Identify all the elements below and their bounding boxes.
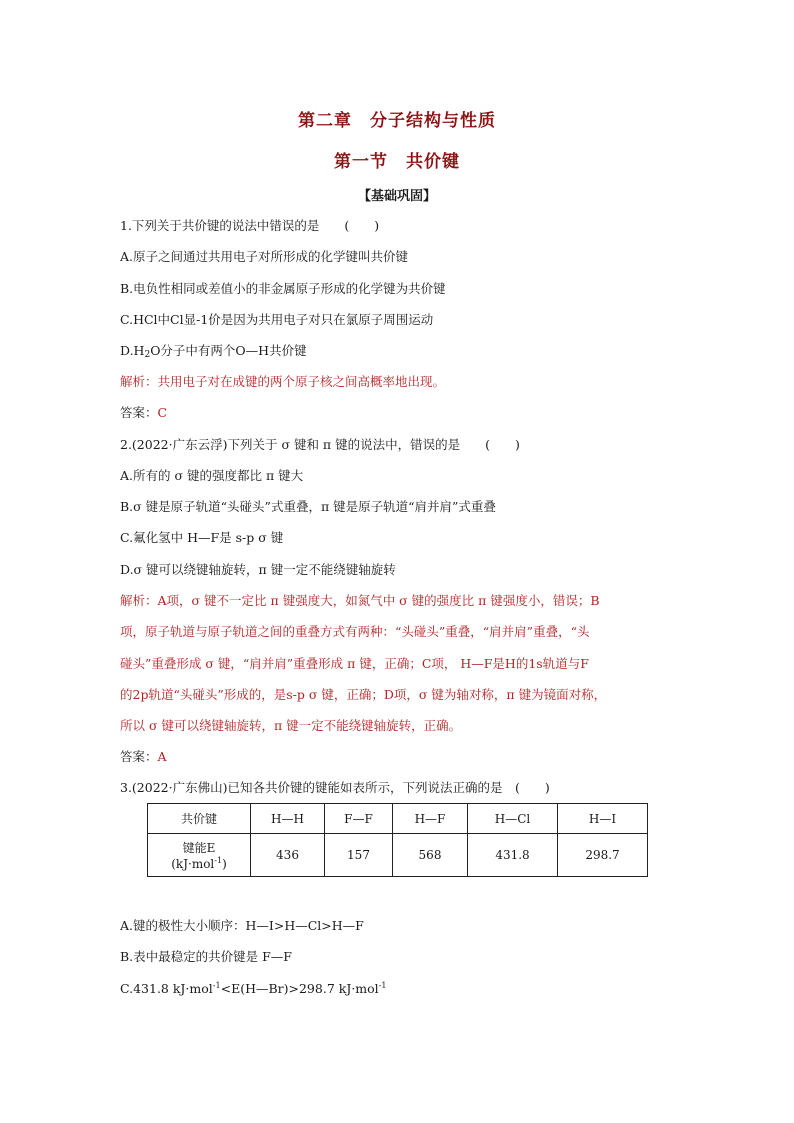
q1-answer-label: 答案： <box>120 405 158 420</box>
q2-answer-label: 答案： <box>120 749 158 764</box>
q2-analysis-line: 所以 σ 键可以绕键轴旋转，π 键一定不能绕键轴旋转，正确。 <box>120 718 462 733</box>
table-cell: 298.7 <box>558 834 648 877</box>
q1-option-b: B.电负性相同或差值小的非金属原子形成的化学键为共价键 <box>120 281 446 296</box>
bond-energy-table <box>147 803 648 877</box>
table-cell: 157 <box>325 834 393 877</box>
q1-option-c: C.HCl中Cl显-1价是因为共用电子对只在氯原子周围运动 <box>120 312 434 327</box>
energy-label-line2 <box>148 856 250 871</box>
table-cell: 436 <box>251 834 325 877</box>
q1-option-a: A.原子之间通过共用电子对所形成的化学键叫共价键 <box>120 249 409 264</box>
table-cell: H—I <box>558 804 648 834</box>
table-cell: H—H <box>251 804 325 834</box>
q3-c-mid: <E(H—Br)>298.7 kJ·mol <box>220 981 379 996</box>
energy-unit: (kJ·mol <box>171 857 215 871</box>
energy-label-line1: 键能E <box>182 841 216 855</box>
q3-c-sup1: -1 <box>212 981 221 990</box>
table-cell: H—Cl <box>468 804 558 834</box>
table-cell: 568 <box>393 834 468 877</box>
energy-unit-close: ) <box>222 857 227 871</box>
chapter-title: 第二章 分子结构与性质 <box>298 111 496 131</box>
q2-stem: 2.(2022·广东云浮)下列关于 σ 键和 π 键的说法中，错误的是 ( ) <box>120 437 520 452</box>
q1-d-post: O分子中有两个O—H共价键 <box>150 343 307 358</box>
q3-option-a: A.键的极性大小顺序：H—I>H—Cl>H—F <box>120 918 364 933</box>
q3-c-pre: C.431.8 kJ·mol <box>120 981 213 996</box>
q2-option-a: A.所有的 σ 键的强度都比 π 键大 <box>120 468 304 483</box>
q3-stem: 3.(2022·广东佛山)已知各共价键的键能如表所示，下列说法正确的是 ( ) <box>120 780 550 795</box>
section-title: 第一节 共价键 <box>334 152 460 172</box>
table-header-cell: 共价键 <box>148 804 251 834</box>
q1-answer-value: C <box>157 405 168 420</box>
q2-option-b: B.σ 键是原子轨道“头碰头”式重叠，π 键是原子轨道“肩并肩”式重叠 <box>120 499 496 514</box>
q2-analysis-line: 解析：A项，σ 键不一定比 π 键强度大，如氮气中 σ 键的强度比 π 键强度小，错误；B <box>120 593 600 608</box>
q3-c-sup2: -1 <box>378 981 387 990</box>
q1-d-pre: D.H <box>120 343 145 358</box>
q1-answer <box>120 407 167 420</box>
table-row <box>148 804 648 834</box>
energy-unit-sup: -1 <box>214 856 223 865</box>
q3-option-b: B.表中最稳定的共价键是 F—F <box>120 949 292 964</box>
block-title: 【基础巩固】 <box>357 189 436 204</box>
q2-analysis-line: 项，原子轨道与原子轨道之间的重叠方式有两种：“头碰头”重叠，“肩并肩”重叠，“头 <box>120 624 590 639</box>
table-row <box>148 834 648 877</box>
q2-option-c: C.氟化氢中 H—F是 s-p σ 键 <box>120 530 284 545</box>
q1-d-sub: 2 <box>144 350 151 360</box>
table-header-cell <box>148 834 251 877</box>
q2-analysis-line: 的2p轨道“头碰头”形成的，是s-p σ 键，正确；D项，σ 键为轴对称，π 键为镜面对称， <box>120 687 607 702</box>
q2-answer-value: A <box>157 749 167 764</box>
q2-option-d: D.σ 键可以绕键轴旋转，π 键一定不能绕键轴旋转 <box>120 562 396 577</box>
q2-answer <box>120 751 167 764</box>
q1-option-d <box>120 345 307 360</box>
q2-analysis-line: 碰头”重叠形成 σ 键，“肩并肩”重叠形成 π 键，正确；C项， H—F是H的1s轨道与F <box>120 656 589 671</box>
q3-option-c <box>120 982 386 996</box>
table-cell: H—F <box>393 804 468 834</box>
table-cell: 431.8 <box>468 834 558 877</box>
q1-stem: 1.下列关于共价键的说法中错误的是 ( ) <box>120 218 380 233</box>
table-cell: F—F <box>325 804 393 834</box>
q1-analysis: 解析：共用电子对在成键的两个原子核之间高概率地出现。 <box>120 374 446 389</box>
